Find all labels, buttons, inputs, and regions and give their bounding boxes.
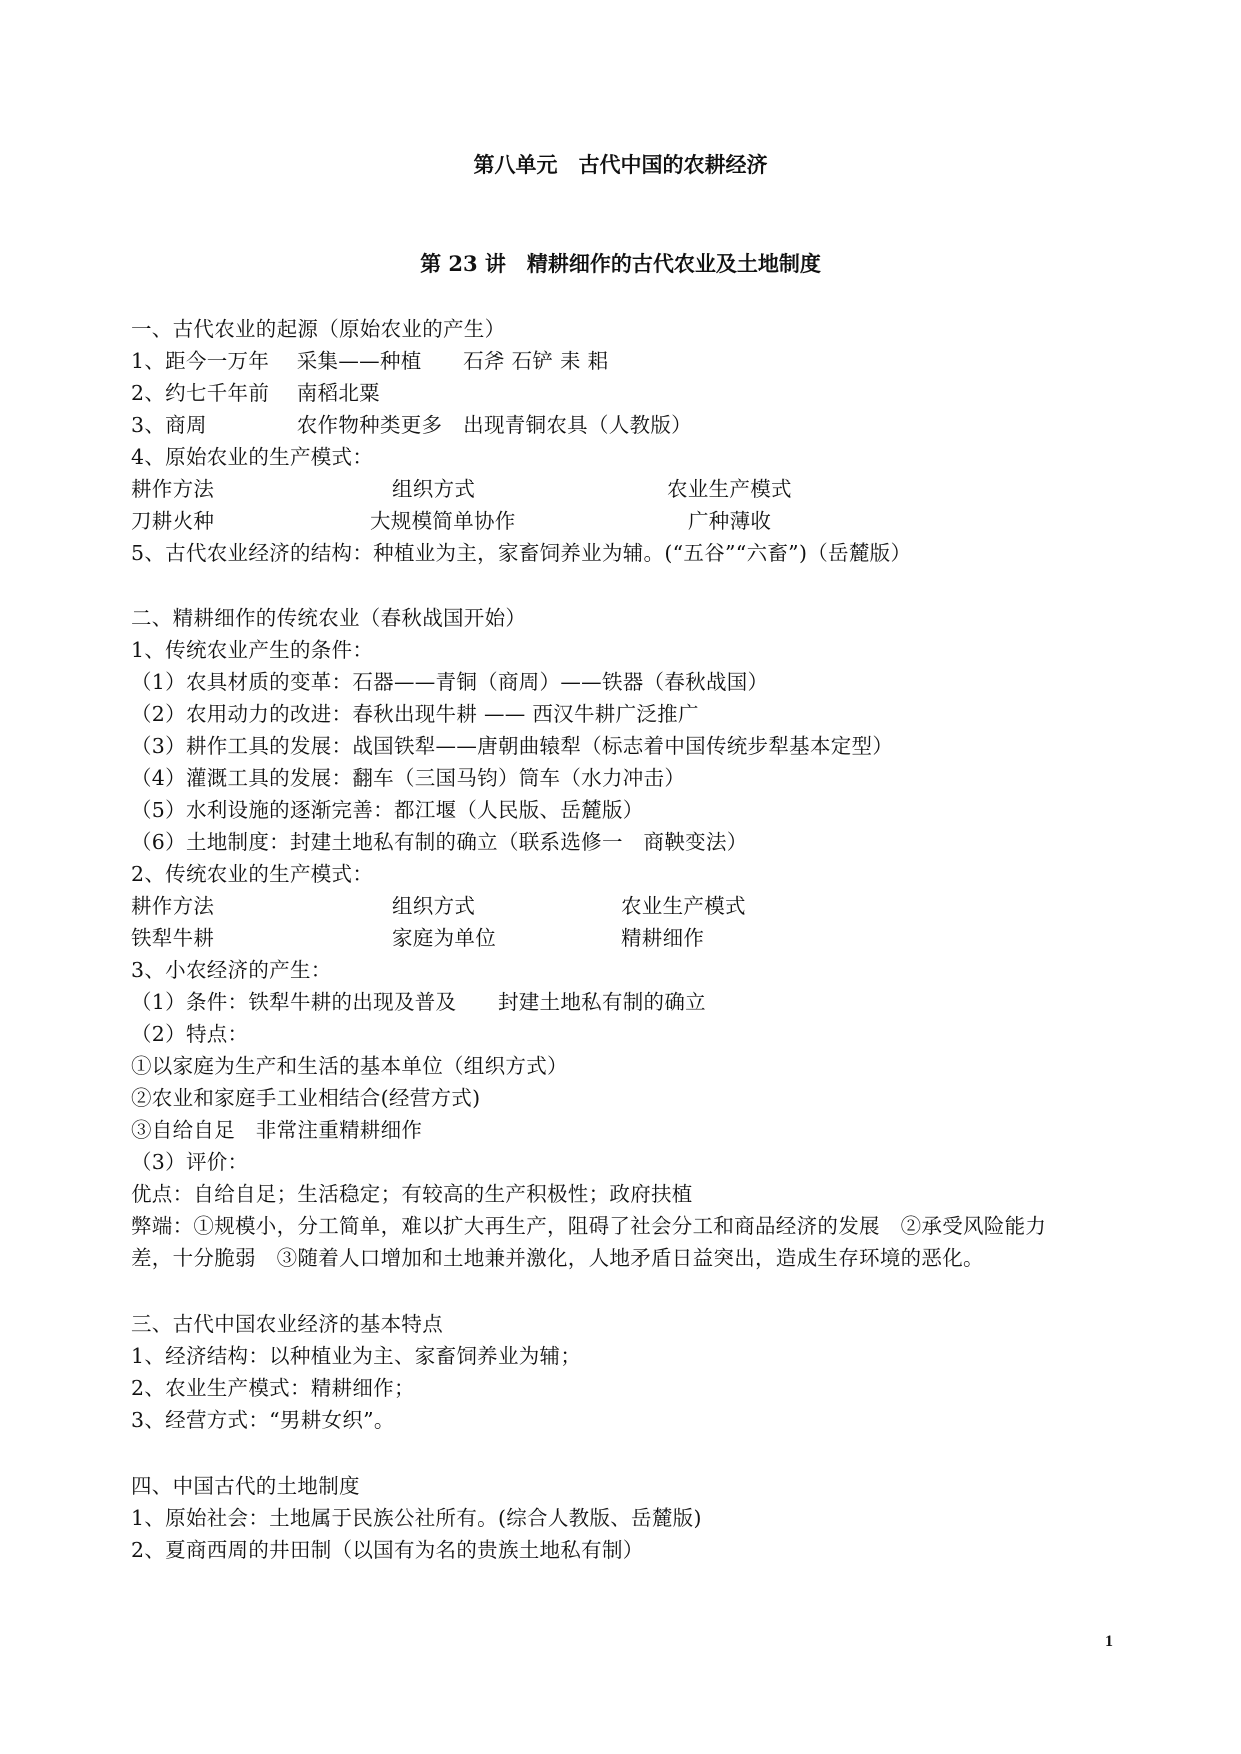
sec2-cond6: （6）土地制度：封建土地私有制的确立（联系选修一 商鞅变法） [131, 830, 748, 854]
sec2-sub1: （1）条件：铁犁牛耕的出现及普及 封建土地私有制的确立 [131, 990, 706, 1014]
sec4-line1: 1、原始社会：土地属于民族公社所有。(综合人教版、岳麓版) [131, 1506, 702, 1530]
sec2-cons-line2: 差，十分脆弱 ③随着人口增加和土地兼并激化，人地矛盾日益突出，造成生存环境的恶化。 [131, 1246, 984, 1270]
sec3-line3: 3、经营方式：“男耕女织”。 [131, 1408, 395, 1432]
table-header-cell: 组织方式 [392, 477, 476, 501]
section3-heading: 三、古代中国农业经济的基本特点 [131, 1312, 443, 1336]
sec2-cond2: （2）农用动力的改进：春秋出现牛耕 —— 西汉牛耕广泛推广 [131, 702, 699, 726]
sec2-feature1: ①以家庭为生产和生活的基本单位（组织方式） [131, 1054, 568, 1078]
sec1-line3: 3、商周 农作物种类更多 出现青铜农具（人教版） [131, 413, 692, 437]
sec4-line2: 2、夏商西周的井田制（以国有为名的贵族土地私有制） [131, 1538, 644, 1562]
table-cell: 广种薄收 [688, 509, 772, 533]
sec1-line4: 4、原始农业的生产模式： [131, 445, 374, 469]
lecture-title: 第 23 讲 精耕细作的古代农业及土地制度 [420, 251, 821, 276]
table-header-cell: 农业生产模式 [621, 894, 746, 918]
page-number: 1 [1105, 1633, 1113, 1650]
sec2-cond1: （1）农具材质的变革：石器——青铜（商周）——铁器（春秋战国） [131, 670, 769, 694]
sec2-feature2: ②农业和家庭手工业相结合(经营方式) [131, 1086, 481, 1110]
table-cell: 铁犁牛耕 [131, 926, 215, 950]
table-cell: 刀耕火种 [131, 509, 215, 533]
table-cell: 精耕细作 [621, 926, 705, 950]
section1-heading: 一、古代农业的起源（原始农业的产生） [131, 317, 506, 341]
sec2-cond5: （5）水利设施的逐渐完善：都江堰（人民版、岳麓版） [131, 798, 644, 822]
sec2-line1: 1、传统农业产生的条件： [131, 638, 374, 662]
sec2-line2: 2、传统农业的生产模式： [131, 862, 374, 886]
sec3-line2: 2、农业生产模式：精耕细作； [131, 1376, 415, 1400]
sec2-feature3: ③自给自足 非常注重精耕细作 [131, 1118, 423, 1142]
sec1-line5: 5、古代农业经济的结构：种植业为主，家畜饲养业为辅。(“五谷”“六畜”)（岳麓版） [131, 541, 912, 565]
table-header-cell: 农业生产模式 [667, 477, 792, 501]
sec1-line1: 1、距今一万年 采集——种植 石斧 石铲 耒 耜 [131, 349, 609, 373]
table-cell: 大规模简单协作 [370, 509, 516, 533]
section2-heading: 二、精耕细作的传统农业（春秋战国开始） [131, 606, 527, 630]
sec2-cond3: （3）耕作工具的发展：战国铁犁——唐朝曲辕犁（标志着中国传统步犁基本定型） [131, 734, 894, 758]
sec2-sub2: （2）特点： [131, 1022, 249, 1046]
sec1-line2: 2、约七千年前 南稻北粟 [131, 381, 380, 405]
sec2-sub3: （3）评价： [131, 1150, 249, 1174]
section4-heading: 四、中国古代的土地制度 [131, 1474, 360, 1498]
sec2-cons-line1: 弊端：①规模小，分工简单，难以扩大再生产，阻碍了社会分工和商品经济的发展 ②承受风险能力 [131, 1214, 1047, 1238]
table-header-cell: 组织方式 [392, 894, 476, 918]
sec2-pros: 优点：自给自足；生活稳定；有较高的生产积极性；政府扶植 [131, 1182, 693, 1206]
sec2-line3: 3、小农经济的产生： [131, 958, 332, 982]
table-cell: 家庭为单位 [392, 926, 496, 950]
unit-title: 第八单元 古代中国的农耕经济 [473, 152, 768, 177]
sec3-line1: 1、经济结构：以种植业为主、家畜饲养业为辅； [131, 1344, 582, 1368]
sec2-cond4: （4）灌溉工具的发展：翻车（三国马钧）筒车（水力冲击） [131, 766, 686, 790]
table-header-cell: 耕作方法 [131, 894, 215, 918]
table-header-cell: 耕作方法 [131, 477, 215, 501]
